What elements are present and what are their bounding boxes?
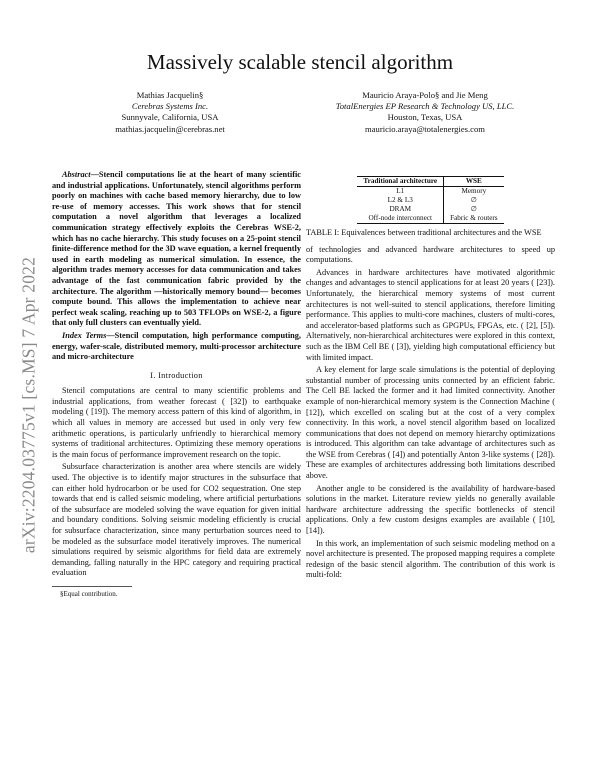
index-terms (52, 331, 301, 363)
abstract-text: —Stencil computations lie at the heart of many scientific and industrial applications. Unfortunately, stencil algorithms perform poorly on machines with cache based memory hierarchy, due to low re-use of memory accesses. This work shows that for stencil computation a novel algorithm that leverages a localized communication strategy effectively exploits the Cerebras WSE-2, which has no cache hierarchy. This study focuses on a 25-point stencil finite-difference method for the 3D wave equation, a kernel frequently used in earth modeling as numerical simulation. In essence, the algorithm trades memory accesses for data communication and takes advantage of the fast communication fabric provided by the architecture. The algorithm —historically memory bound— becomes compute bound. This allows the implementation to achieve near perfect weak scaling, reaching up to 503 TFLOPs on WSE-2, a figure that only full clusters can eventually yield. (52, 170, 301, 328)
table-header: Traditional architecture (357, 177, 443, 187)
author-block-right (310, 90, 540, 135)
author-affiliation: TotalEnergies EP Research & Technology US, LLC. (335, 101, 515, 112)
author-affiliation: Cerebras Systems Inc. (131, 101, 209, 112)
index-terms-text: —Stencil computation, high performance computing, energy, wafer-scale, distributed memory, multi-processor architecture and micro-architecture (52, 330, 302, 362)
table-row (357, 187, 503, 197)
author-name: Mauricio Araya-Polo§ and Jie Meng (362, 90, 488, 100)
table-cell: ∅ (444, 196, 504, 205)
footnote-rule (52, 586, 132, 587)
paragraph: Another angle to be considered is the availability of hardware-based solutions in the market. Literature review yields no generally available hardware architecture addressing the specific bottlenecks of stencil applications. Only a few custom designs examples are available ( [10], [14]). (306, 483, 555, 536)
paragraph: of technologies and advanced hardware architectures to speed up computations. (306, 244, 555, 265)
table-cell: DRAM (389, 205, 412, 213)
paragraph: In this work, an implementation of such seismic modeling method on a novel architecture is presented. The proposed mapping requires a complete redesign of the basic stencil algorithm. The contribution of this work is multi-fold: (306, 538, 555, 580)
abstract (52, 170, 301, 329)
author-location: Sunnyvale, California, USA (121, 112, 219, 123)
abstract-label: Abstract (62, 170, 91, 179)
paragraph: A key element for large scale simulations is the potential of deploying substantial number of processing units connected by an efficient fabric. The Cell BE lacked the former and it had limited connectivity. Another example of non-hierarchical memory system is the Connection Machine ( [12]), which excelled on scaling but at the cost of a very complex connectivity. In this work, a novel stencil algorithm based on localized communications that does not depend on memory hierarchy optimizations is introduced. This algorithm can take advantage of architectures such as the WSE from Cerebras ( [4]) and potentially Anton 3-like systems ( [28]). These are examples of architectures addressing both limitations described above. (306, 365, 555, 481)
author-email: mathias.jacquelin@cerebras.net (115, 123, 225, 134)
table-cell: ∅ (444, 205, 504, 214)
paper-title: Massively scalable stencil algorithm (146, 50, 454, 74)
author-name: Mathias Jacquelin§ (136, 90, 204, 100)
right-column (306, 172, 555, 583)
table-row (357, 214, 503, 224)
paragraph: Advances in hardware architectures have motivated algorithmic changes and advantages to stencil applications for at least 20 years ( [23]). Unfortunately, the hierarchical memory systems of most current architectures is not well-suited to stencil applications, therefore limiting performance. This applies to multi-core machines, clusters of multi-cores, and accelerator-based platforms such as GPGPUs, FPGAs, etc. ( [2], [5]). Alternatively, non-hierarchical architectures were explored in this context, such as the IBM Cell BE ( [3]), yielding high computational efficiency but with limited impact. (306, 267, 555, 362)
table-cell: Memory (444, 187, 504, 197)
arxiv-identifier (14, 195, 44, 615)
author-email: mauricio.araya@totalenergies.com (365, 123, 485, 134)
section-heading-introduction: I. Introduction (150, 370, 203, 380)
table-cell: Off-node interconnect (357, 214, 443, 224)
table-caption: TABLE I: Equivalences between traditional architectures and the WSE (306, 228, 542, 237)
footnote: §Equal contribution. (60, 589, 118, 598)
paragraph: Subsurface characterization is another area where stencils are widely used. The objective is to identify major structures in the subsurface that can either hold hydrocarbon or be used for CO2 sequestration. One step towards that end is called seismic modeling, where artificial perturbations of the subsurface are modeled solving the wave equation for given initial and boundary conditions. Solving seismic modeling efficiently is crucial for subsurface characterization, since many perturbation sources need to be modeled as the subsurface model iteratively improves. The numerical simulations required by seismic algorithms for field data are extremely demanding, falling naturally in the HPC category and requiring practical evaluation (52, 462, 301, 578)
table-header: WSE (444, 177, 504, 187)
table-cell: L2 & L3 (387, 196, 413, 204)
arxiv-id-text: arXiv:2204.03775v1 [cs.MS] 7 Apr 2022 (18, 256, 39, 554)
paragraph: Stencil computations are central to many scientific problems and industrial applications, from weather forecast ( [32]) to earthquake modeling ( [19]). The memory access pattern of this kind of algorithm, in which all values in memory are accessed but used in only very few arithmetic operations, is particularly unfriendly to hierarchical memory systems of traditional architectures. Optimizing these memory operations is the main focus of performance improvement research on the topic. (52, 386, 301, 459)
table-header-row (357, 177, 503, 187)
equivalence-table (357, 176, 503, 224)
author-location: Houston, Texas, USA (387, 112, 463, 123)
author-block-left (70, 90, 270, 135)
table-row (357, 205, 503, 214)
index-terms-label: Index Terms (62, 330, 107, 340)
left-column (52, 170, 301, 600)
table-row (357, 196, 503, 205)
table-cell: Fabric & routers (444, 214, 504, 224)
table-cell: L1 (396, 187, 405, 195)
